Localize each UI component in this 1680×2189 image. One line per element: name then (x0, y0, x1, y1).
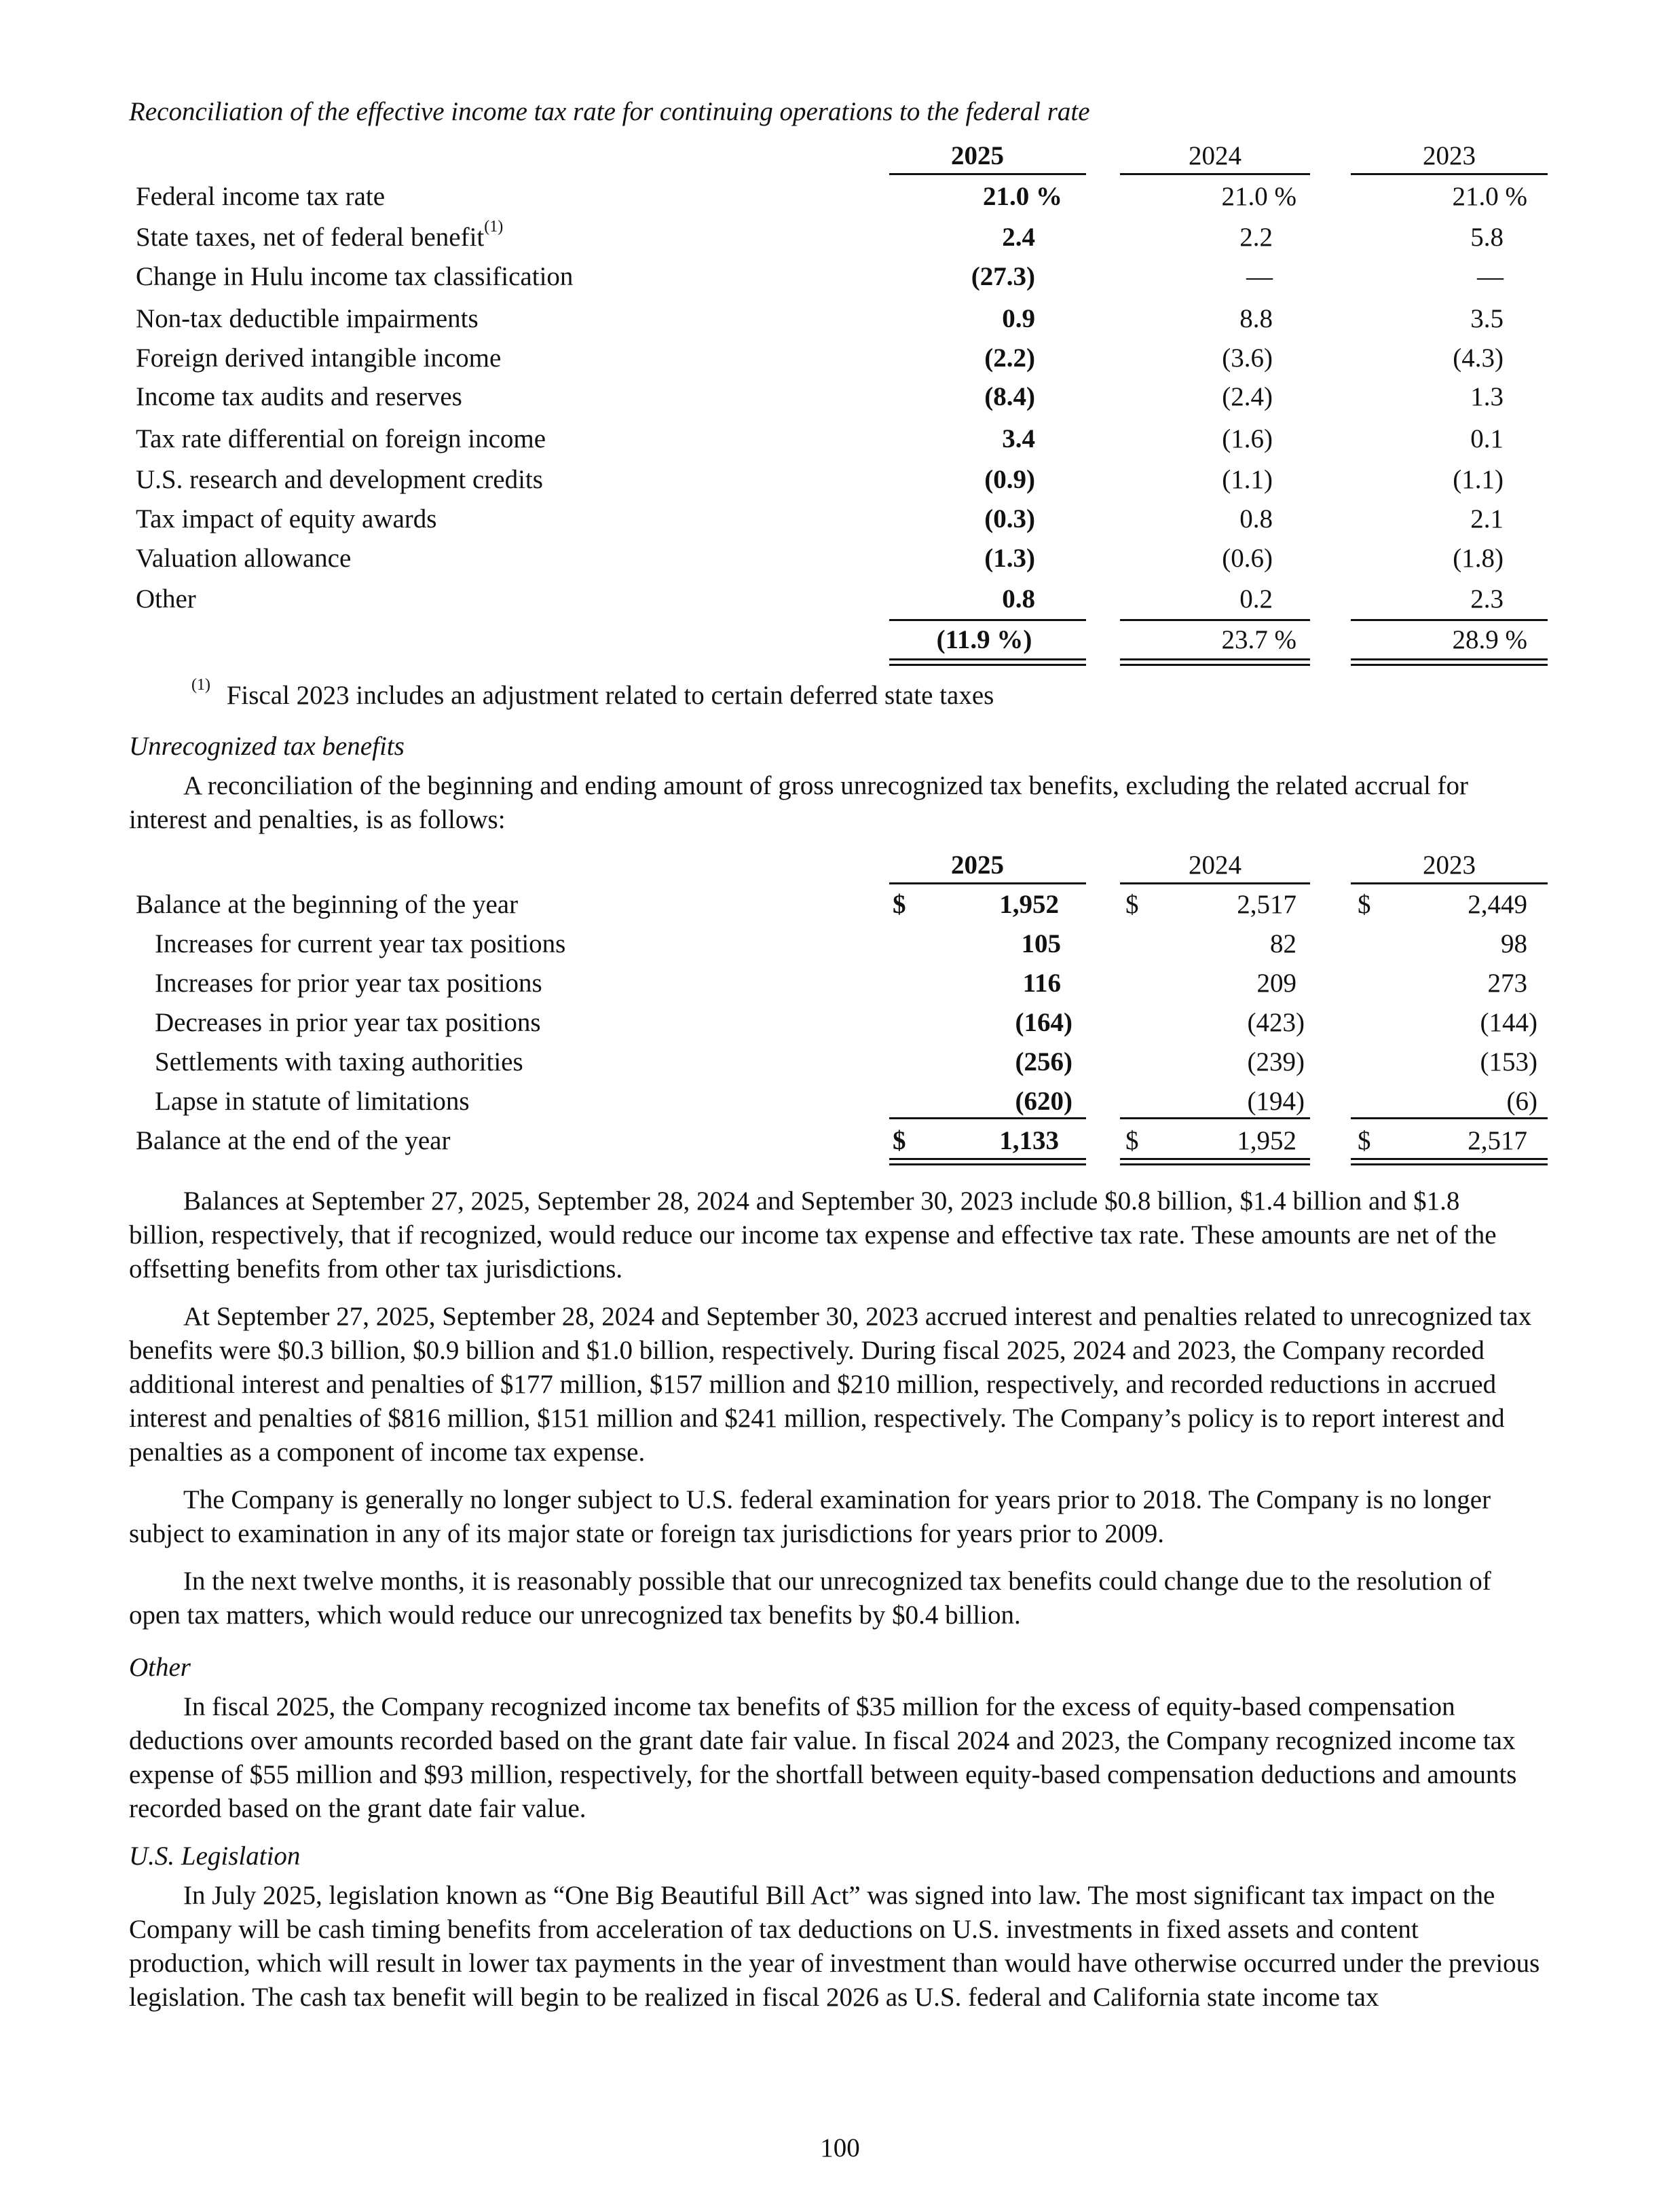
table1-header-2024: 2024 (1189, 141, 1242, 170)
table2-begin-2025: 1,952 (999, 890, 1059, 919)
table2-begin-2024: 2,517 (1237, 890, 1296, 919)
table2-cell-2025: (256) (1015, 1047, 1072, 1077)
table1-row-label (136, 302, 479, 336)
table1-cell-2025: 0.9 (1002, 304, 1035, 333)
table1-cell-2023: (4.3) (1453, 343, 1504, 373)
table2-cell-2023: (6) (1506, 1087, 1537, 1116)
table2-cell-2024: (194) (1247, 1087, 1305, 1116)
table2-begin-2023: 2,449 (1468, 890, 1527, 919)
row-label-text: Non-tax deductible impairments (136, 304, 479, 333)
table1-total-2025: (11.9 %) (936, 625, 1032, 654)
row-label-text: U.S. research and development credits (136, 465, 543, 494)
table1-total-rule-2024 (1120, 619, 1310, 621)
table2-begin-currency-2023: $ (1358, 890, 1371, 919)
table2-cell-2023: (144) (1480, 1008, 1537, 1037)
table2-end-label: Balance at the end of the year (136, 1126, 451, 1155)
accrued-interest-paragraph: At September 27, 2025, September 28, 2024 and September 30, 2023 accrued interest and penalties related to unrecognized tax benefits were $0.3 billion, $0.9 billion and $1.0 billion, respectively. During fiscal 2025, 2024 and 2023, the Company recorded additional interest and penalties of $177 million, $157 million and $210 million, respectively, and recorded reductions in accrued interest and penalties of $816 million, $151 million and $241 million, respectively. The Company’s policy is to report interest and penalties as a component of income tax expense. (129, 1302, 1532, 1467)
table1-row-label (136, 582, 196, 616)
table2-cell-2024: (239) (1247, 1047, 1305, 1077)
table1-cell-2025: (8.4) (984, 382, 1035, 411)
table2-header-rule-2024 (1120, 882, 1310, 884)
section-title-us-legislation: U.S. Legislation (129, 1841, 301, 1871)
table1-row-label (136, 380, 462, 414)
row-label-text: Change in Hulu income tax classification (136, 262, 574, 291)
table1-total-double-rule-2024 (1120, 658, 1310, 666)
table1-cell-2023: 3.5 (1470, 304, 1504, 333)
table2-row-label: Settlements with taxing authorities (155, 1047, 523, 1077)
table2-end-double-rule-2023 (1351, 1158, 1548, 1165)
row-label-text: Valuation allowance (136, 544, 352, 573)
table2-cell-2025: (620) (1015, 1087, 1072, 1116)
table1-cell-2025: (2.2) (984, 343, 1035, 373)
table2-cell-2023: 273 (1487, 969, 1527, 998)
table1-cell-2025: (27.3) (971, 262, 1035, 291)
table1-cell-2025: 2.4 (1002, 223, 1035, 252)
table1-cell-2024: 8.8 (1239, 304, 1273, 333)
section-title-rate-reconciliation: Reconciliation of the effective income tax rate for continuing operations to the federal rate (129, 97, 1090, 126)
table1-cell-2025: (1.3) (984, 544, 1035, 573)
table2-end-currency-2023: $ (1358, 1126, 1371, 1155)
table2-cell-2025: 116 (1022, 969, 1061, 998)
table1-row-label (136, 218, 504, 255)
table2-end-2025: 1,133 (999, 1126, 1059, 1155)
table2-end-2023: 2,517 (1468, 1126, 1527, 1155)
table2-cell-2025: 105 (1021, 929, 1061, 958)
table2-cell-2025: (164) (1015, 1008, 1072, 1037)
table2-cell-2024: 82 (1270, 929, 1296, 958)
section-title-unrecognized-tax-benefits: Unrecognized tax benefits (129, 732, 405, 761)
footnote (191, 676, 994, 713)
table1-cell-2024: 2.2 (1239, 223, 1273, 252)
table1-row-label (136, 341, 501, 375)
table2-header-rule-2023 (1351, 882, 1548, 884)
section-title-other: Other (129, 1653, 191, 1682)
table1-cell-2024: (3.6) (1222, 343, 1273, 373)
table1-total-2024: 23.7 % (1221, 625, 1296, 654)
table2-row-label: Increases for prior year tax positions (155, 969, 542, 998)
table1-cell-2023: (1.1) (1453, 465, 1504, 494)
table2-end-currency-2025: $ (893, 1126, 906, 1155)
table1-header-rule-2025 (889, 173, 1086, 175)
table2-row-label: Increases for current year tax positions (155, 929, 566, 958)
table2-begin-currency-2024: $ (1125, 890, 1139, 919)
table1-cell-2024: (1.6) (1222, 424, 1273, 453)
other-paragraph: In fiscal 2025, the Company recognized income tax benefits of $35 million for the excess of equity-based compensation deductions over amounts recorded based on the grant date fair value. In fiscal 2024 and 2023, the Company recognized income tax expense of $55 million and $93 million, respectively, for the shortfall between equity-based compensation deductions and amounts recorded based on the grant date fair value. (129, 1692, 1517, 1823)
table1-total-double-rule-2025 (889, 658, 1086, 666)
table1-cell-2025: (0.3) (984, 504, 1035, 534)
table2-row-label: Decreases in prior year tax positions (155, 1008, 541, 1037)
row-label-text: Income tax audits and reserves (136, 382, 462, 411)
table2-end-2024: 1,952 (1237, 1126, 1296, 1155)
twelve-months-paragraph: In the next twelve months, it is reasonably possible that our unrecognized tax benefits could change due to the resolution of open tax matters, which would reduce our unrecognized tax benefits by $0.4 billion. (129, 1567, 1491, 1630)
table1-header-rule-2024 (1120, 173, 1310, 175)
us-legislation-paragraph: In July 2025, legislation known as “One Big Beautiful Bill Act” was signed into law. The most significant tax impact on the Company will be cash timing benefits from acceleration of tax deductions on U.S. investments in fixed assets and content production, which will result in lower tax payments in the year of investment than would have otherwise occurred under the previous legislation. The cash tax benefit will begin to be realized in fiscal 2026 as U.S. federal and California state income tax (129, 1881, 1540, 2012)
unrecognized-intro-paragraph: A reconciliation of the beginning and ending amount of gross unrecognized tax benefits, excluding the related accrual for interest and penalties, is as follows: (129, 771, 1469, 834)
row-label-text: Other (136, 584, 196, 614)
table2-begin-currency-2025: $ (893, 890, 906, 919)
page-number: 100 (820, 2133, 860, 2163)
balances-paragraph: Balances at September 27, 2025, September 28, 2024 and September 30, 2023 include $0.8 billion, $1.4 billion and $1.8 billion, respectively, that if recognized, would reduce our income tax expense and effective tax rate. These amounts are net of the offsetting benefits from other tax jurisdictions. (129, 1186, 1497, 1284)
table1-cell-2024: — (1246, 262, 1273, 291)
table1-total-2023: 28.9 % (1452, 625, 1527, 654)
table2-end-rule-2025 (889, 1117, 1086, 1119)
footnote-marker: (1) (191, 676, 210, 694)
table1-cell-2025: 21.0 % (983, 182, 1062, 211)
table1-total-double-rule-2023 (1351, 658, 1548, 666)
table1-cell-2023: 1.3 (1470, 382, 1504, 411)
footnote-text: Fiscal 2023 includes an adjustment related to certain deferred state taxes (226, 681, 994, 710)
table1-header-2025: 2025 (951, 141, 1004, 170)
table1-row-label (136, 502, 436, 536)
table1-header-rule-2023 (1351, 173, 1548, 175)
table2-cell-2023: 98 (1501, 929, 1527, 958)
table2-cell-2024: (423) (1247, 1008, 1305, 1037)
row-label-text: Tax impact of equity awards (136, 504, 437, 534)
table1-cell-2023: — (1477, 262, 1504, 291)
table1-cell-2023: 0.1 (1470, 424, 1504, 453)
table2-header-2023: 2023 (1423, 850, 1476, 880)
table1-cell-2023: 2.3 (1470, 584, 1504, 614)
row-label-text: Tax rate differential on foreign income (136, 424, 546, 453)
table1-cell-2024: (1.1) (1222, 465, 1273, 494)
table1-cell-2025: (0.9) (984, 465, 1035, 494)
table2-end-double-rule-2024 (1120, 1158, 1310, 1165)
table1-total-rule-2023 (1351, 619, 1548, 621)
table1-row-label (136, 422, 546, 456)
table1-cell-2024: 0.8 (1239, 504, 1273, 534)
table1-cell-2023: 21.0 % (1452, 182, 1527, 211)
row-label-text: Foreign derived intangible income (136, 343, 502, 373)
row-label-text: Federal income tax rate (136, 182, 386, 211)
table2-header-rule-2025 (889, 882, 1086, 884)
table2-row-label: Lapse in statute of limitations (155, 1087, 470, 1116)
table2-begin-label: Balance at the beginning of the year (136, 890, 519, 919)
table1-row-label (136, 260, 573, 294)
table1-header-2023: 2023 (1423, 141, 1476, 170)
table1-cell-2023: 2.1 (1470, 504, 1504, 534)
table2-end-rule-2024 (1120, 1117, 1310, 1119)
table1-cell-2025: 3.4 (1002, 424, 1035, 453)
table1-cell-2024: 0.2 (1239, 584, 1273, 614)
table1-cell-2024: 21.0 % (1221, 182, 1296, 211)
table1-cell-2023: (1.8) (1453, 544, 1504, 573)
table2-header-2024: 2024 (1189, 850, 1242, 880)
table2-header-2025: 2025 (951, 850, 1004, 880)
table2-end-currency-2024: $ (1125, 1126, 1139, 1155)
examination-paragraph: The Company is generally no longer subject to U.S. federal examination for years prior to 2018. The Company is no longer subject to examination in any of its major state or foreign tax jurisdictions for years prior to 2009. (129, 1485, 1491, 1548)
table1-row-label (136, 463, 543, 497)
table1-total-rule-2025 (889, 619, 1086, 621)
table2-cell-2024: 209 (1256, 969, 1296, 998)
table2-end-double-rule-2025 (889, 1158, 1086, 1165)
table1-cell-2023: 5.8 (1470, 223, 1504, 252)
footnote-ref: (1) (484, 218, 504, 236)
table2-end-rule-2023 (1351, 1117, 1548, 1119)
table1-cell-2024: (0.6) (1222, 544, 1273, 573)
row-label-text: State taxes, net of federal benefit (136, 223, 485, 252)
table2-cell-2023: (153) (1480, 1047, 1537, 1077)
table1-row-label (136, 180, 385, 214)
table1-cell-2025: 0.8 (1002, 584, 1035, 614)
table1-row-label (136, 542, 351, 576)
table1-cell-2024: (2.4) (1222, 382, 1273, 411)
